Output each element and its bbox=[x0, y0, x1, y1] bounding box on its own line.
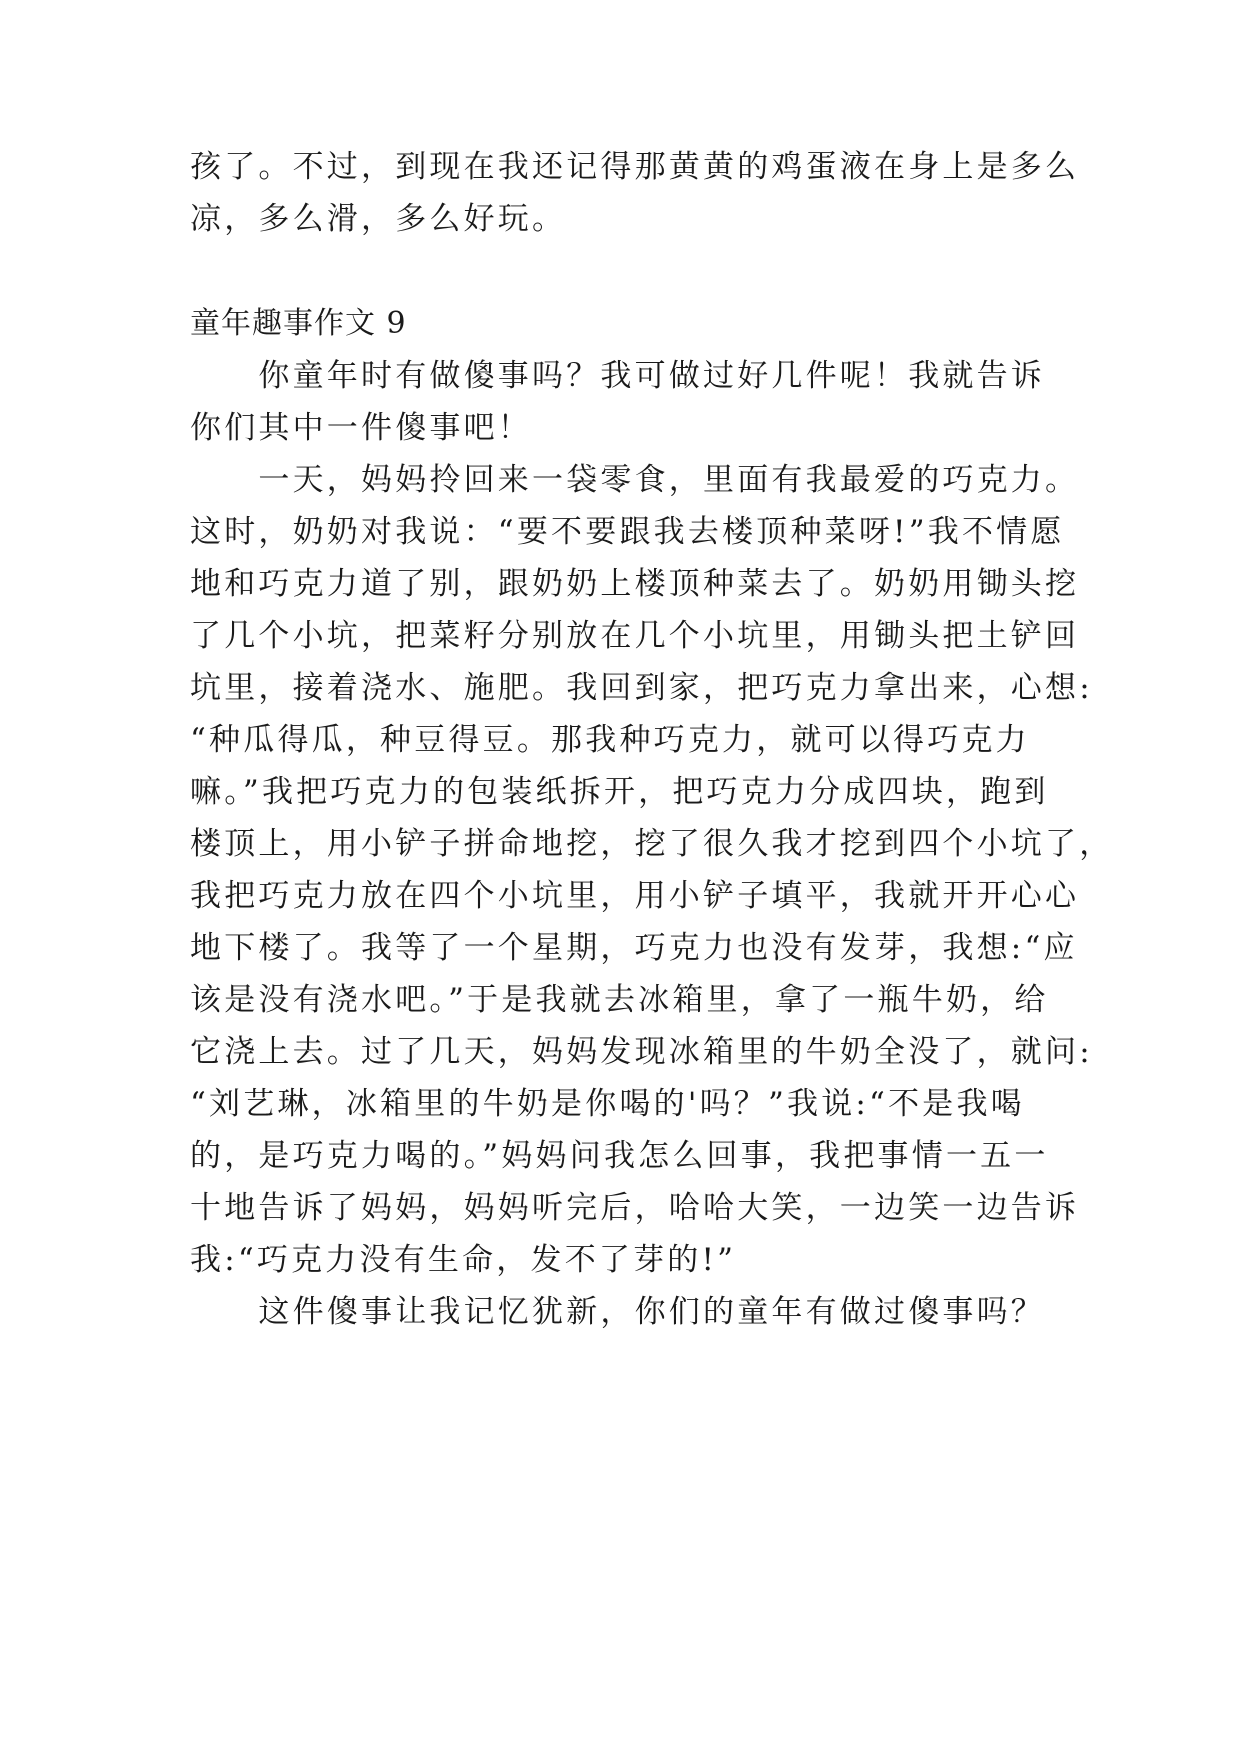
paragraph-line: 了几个小坑，把菜籽分别放在几个小坑里，用锄头把土铲回 bbox=[190, 618, 1080, 654]
section-title: 童年趣事作文 9 bbox=[190, 306, 407, 341]
paragraph-line: 我:“巧克力没有生命，发不了芽的!” bbox=[190, 1242, 737, 1278]
paragraph-line: 我把巧克力放在四个小坑里，用小铲子填平，我就开开心心 bbox=[190, 878, 1080, 914]
paragraph-line: 嘛。”我把巧克力的包装纸拆开，把巧克力分成四块，跑到 bbox=[190, 774, 1049, 810]
paragraph-line: 一天，妈妈拎回来一袋零食，里面有我最爱的巧克力。 bbox=[190, 462, 1080, 498]
paragraph-line: 楼顶上，用小铲子拼命地挖，挖了很久我才挖到四个小坑了， bbox=[190, 826, 1114, 862]
paragraph-line: 该是没有浇水吧。”于是我就去冰箱里，拿了一瓶牛奶，给 bbox=[190, 982, 1049, 1018]
paragraph-line: 它浇上去。过了几天，妈妈发现冰箱里的牛奶全没了，就问: bbox=[190, 1034, 1093, 1070]
paragraph-line: “种瓜得瓜，种豆得豆。那我种巧克力，就可以得巧克力 bbox=[190, 722, 1030, 758]
paragraph-line: 你童年时有做傻事吗？我可做过好几件呢！我就告诉 bbox=[190, 358, 1045, 394]
paragraph-line: 坑里，接着浇水、施肥。我回到家，把巧克力拿出来，心想: bbox=[190, 670, 1093, 706]
previous-essay-line-2: 凉，多么滑，多么好玩。 bbox=[190, 201, 567, 237]
paragraph-line: 你们其中一件傻事吧！ bbox=[190, 410, 532, 446]
paragraph-line: 十地告诉了妈妈，妈妈听完后，哈哈大笑，一边笑一边告诉 bbox=[190, 1190, 1080, 1226]
paragraph-line: 这件傻事让我记忆犹新，你们的童年有做过傻事吗？ bbox=[190, 1294, 1045, 1330]
paragraph-line: 地和巧克力道了别，跟奶奶上楼顶种菜去了。奶奶用锄头挖 bbox=[190, 566, 1080, 602]
paragraph-line: 地下楼了。我等了一个星期，巧克力也没有发芽，我想:“应 bbox=[190, 930, 1078, 966]
paragraph-line: 的，是巧克力喝的。”妈妈问我怎么回事，我把事情一五一 bbox=[190, 1138, 1049, 1174]
paragraph-line: 这时，奶奶对我说：“要不要跟我去楼顶种菜呀!”我不情愿 bbox=[190, 514, 1065, 550]
previous-essay-line-1: 孩了。不过，到现在我还记得那黄黄的鸡蛋液在身上是多么 bbox=[190, 149, 1080, 185]
paragraph-line: “刘艺琳，冰箱里的牛奶是你喝的'吗？”我说:“不是我喝 bbox=[190, 1086, 1025, 1122]
